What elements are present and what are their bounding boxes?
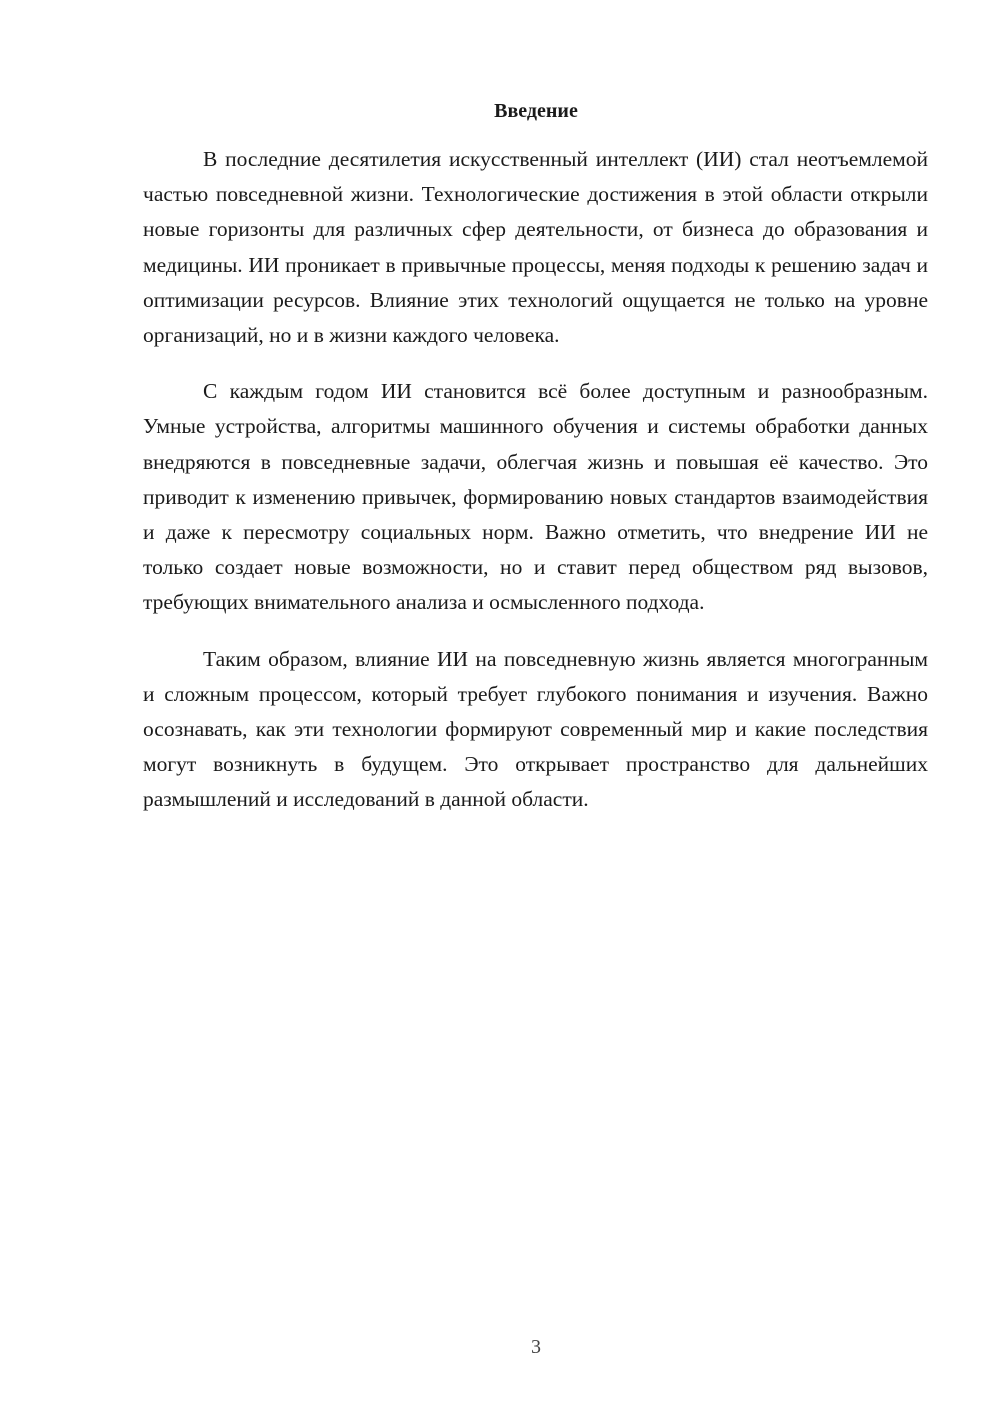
paragraph-3: Таким образом, влияние ИИ на повседневную жизнь является многогранным и сложным процессом, который требует глубокого понимания и изучения. Важно осознавать, как эти технологии формируют современный мир и какие последствия могут возникнуть в будущем. Это открывает пространство для дальнейших размышлений и исследований в данной области. — [143, 646, 928, 812]
page-number: 3 — [531, 1336, 541, 1358]
paragraph-2: С каждым годом ИИ становится всё более доступным и разнообразным. Умные устройства, алгоритмы машинного обучения и системы обработки данных внедряются в повседневные задачи, облегчая жизнь и повышая её качество. Это приводит к изменению привычек, формированию новых стандартов взаимодействия и даже к пересмотру социальных норм. Важно отметить, что внедрение ИИ не только создает новые возможности, но и ставит перед обществом ряд вызовов, требующих внимательного анализа и осмысленного подхода. — [143, 379, 928, 615]
body-text — [143, 142, 928, 839]
paragraph-1: В последние десятилетия искусственный интеллект (ИИ) стал неотъемлемой частью повседневной жизни. Технологические достижения в этой области открыли новые горизонты для различных сфер деятельности, от бизнеса до образования и медицины. ИИ проникает в привычные процессы, меняя подходы к решению задач и оптимизации ресурсов. Влияние этих технологий ощущается не только на уровне организаций, но и в жизни каждого человека. — [143, 147, 928, 348]
page-title: Введение — [494, 100, 578, 122]
